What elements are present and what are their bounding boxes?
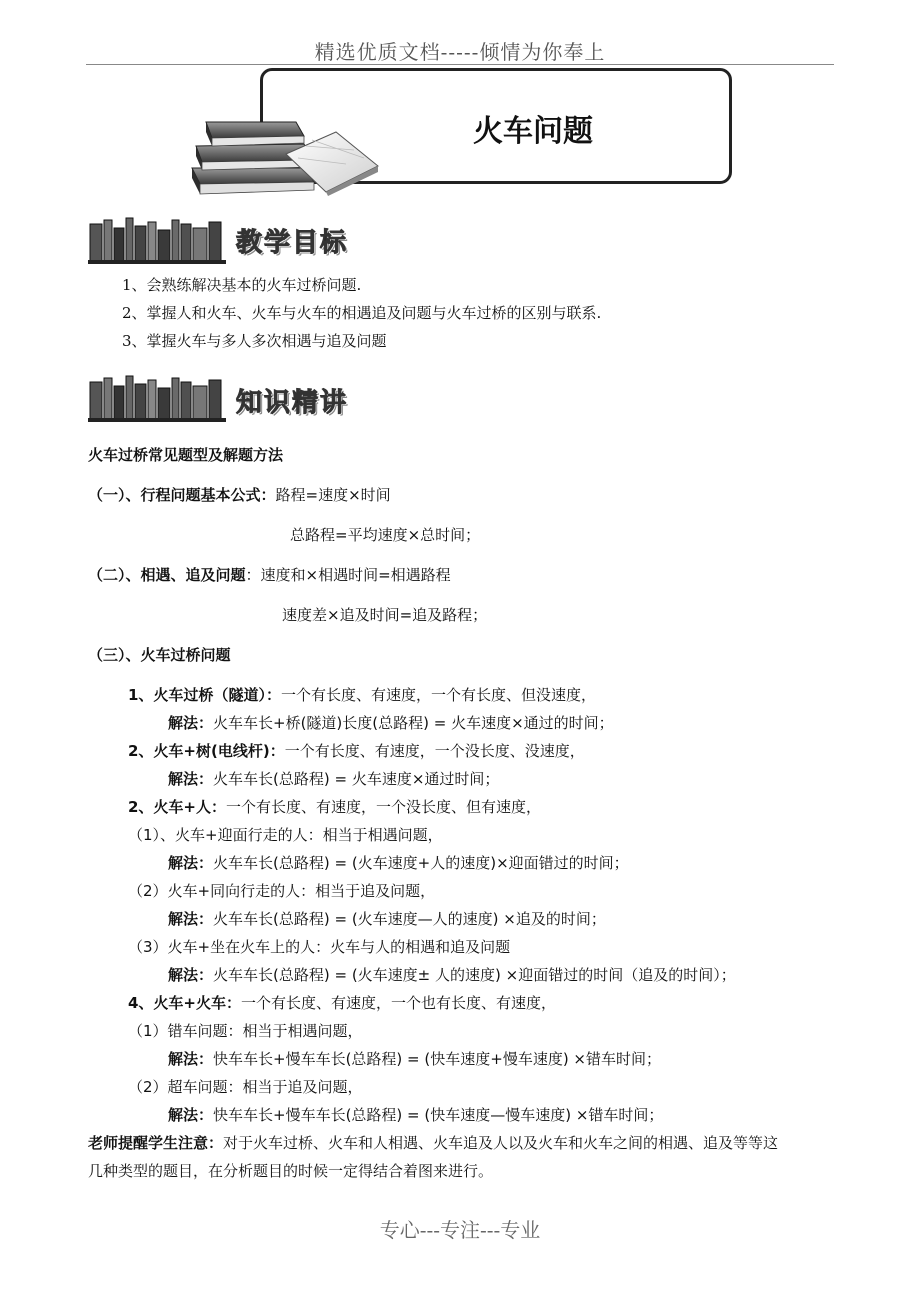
case-2-label: 2、火车+树(电线杆)： [128, 742, 285, 760]
solution-label: 解法： [168, 714, 214, 732]
case-3c-solution [168, 964, 736, 985]
solution-label: 解法： [168, 770, 214, 788]
formula-1-line2: 总路程=平均速度×总时间； [290, 526, 481, 544]
case-4-label: 4、火车+火车： [128, 994, 242, 1012]
formula-2-text: ：速度和×相遇时间=相遇路程 [245, 566, 451, 584]
formula-2-label: （二）、相遇、追及问题 [88, 566, 246, 584]
formula-1-text: 路程=速度×时间 [275, 486, 391, 504]
solution-text: 火车车长(总路程) = (火车速度± 人的速度) ×迎面错过的时间（追及的时间）； [213, 966, 736, 984]
section-3-heading: （三）、火车过桥问题 [88, 646, 231, 664]
formula-1 [88, 484, 391, 505]
header-divider [86, 64, 834, 65]
objective-item: 2、掌握人和火车、火车与火车的相遇追及问题与火车过桥的区别与联系. [122, 304, 602, 322]
case-3-text: 一个有长度、有速度，一个没长度、但有速度， [226, 798, 542, 816]
objective-item: 3、掌握火车与多人多次相遇与追及问题 [122, 332, 387, 350]
case-1-label: 1、火车过桥（隧道）： [128, 686, 281, 704]
solution-label: 解法： [168, 910, 214, 928]
section-title-objectives: 教学目标 [236, 228, 349, 258]
objective-item: 1、会熟练解决基本的火车过桥问题. [122, 276, 362, 294]
solution-text: 火车车长(总路程) = (火车速度—人的速度) ×追及的时间； [213, 910, 606, 928]
case-3b-solution [168, 908, 606, 929]
solution-label: 解法： [168, 854, 214, 872]
teacher-note-text: 对于火车过桥、火车和人相遇、火车追及人以及火车和火车之间的相遇、追及等等这 [223, 1134, 779, 1152]
page-title: 火车问题 [473, 114, 593, 149]
formula-2-line2: 速度差×追及时间=追及路程； [282, 606, 488, 624]
teacher-note-label: 老师提醒学生注意： [88, 1134, 224, 1152]
case-4b: （2）超车问题：相当于追及问题， [128, 1078, 363, 1096]
solution-label: 解法： [168, 1106, 214, 1124]
case-3-label: 2、火车+人： [128, 798, 227, 816]
books-icon [186, 110, 382, 196]
teacher-note [88, 1132, 778, 1153]
formula-2 [88, 564, 451, 585]
solution-text: 火车车长(总路程) = (火车速度+人的速度)×迎面错过的时间； [213, 854, 629, 872]
case-4-text: 一个有长度、有速度，一个也有长度、有速度， [241, 994, 557, 1012]
case-3b: （2）火车+同向行走的人：相当于追及问题， [128, 882, 436, 900]
case-1-solution [168, 712, 614, 733]
case-3a: （1）、火车+迎面行走的人：相当于相遇问题， [128, 826, 443, 844]
solution-text: 火车车长(总路程) = 火车速度×通过时间； [213, 770, 500, 788]
solution-text: 快车车长+慢车车长(总路程) = (快车速度—慢车速度) ×错车时间； [213, 1106, 664, 1124]
teacher-note-line2: 几种类型的题目，在分析题目的时候一定得结合着图来进行。 [88, 1162, 494, 1180]
case-4b-solution [168, 1104, 663, 1125]
case-2-solution [168, 768, 499, 789]
case-4 [128, 992, 556, 1013]
solution-label: 解法： [168, 1050, 214, 1068]
case-2 [128, 740, 585, 761]
case-3a-solution [168, 852, 629, 873]
case-3 [128, 796, 541, 817]
case-4a: （1）错车问题：相当于相遇问题， [128, 1022, 363, 1040]
case-4a-solution [168, 1048, 661, 1069]
bookshelf-icon [88, 214, 228, 266]
bookshelf-icon [88, 372, 228, 424]
case-2-text: 一个有长度、有速度，一个没长度、没速度， [284, 742, 585, 760]
content-heading: 火车过桥常见题型及解题方法 [88, 446, 284, 464]
case-1-text: 一个有长度、有速度，一个有长度、但没速度， [280, 686, 596, 704]
case-1 [128, 684, 596, 705]
section-title-knowledge: 知识精讲 [236, 388, 349, 418]
solution-text: 火车车长+桥(隧道)长度(总路程) = 火车速度×通过的时间； [213, 714, 614, 732]
page-header: 精选优质文档-----倾情为你奉上 [314, 40, 606, 64]
formula-1-label: （一）、行程问题基本公式： [88, 486, 276, 504]
page-footer: 专心---专注---专业 [379, 1218, 541, 1242]
case-3c: （3）火车+坐在火车上的人：火车与人的相遇和追及问题 [128, 938, 511, 956]
solution-text: 快车车长+慢车车长(总路程) = (快车速度+慢车速度) ×错车时间； [213, 1050, 662, 1068]
solution-label: 解法： [168, 966, 214, 984]
